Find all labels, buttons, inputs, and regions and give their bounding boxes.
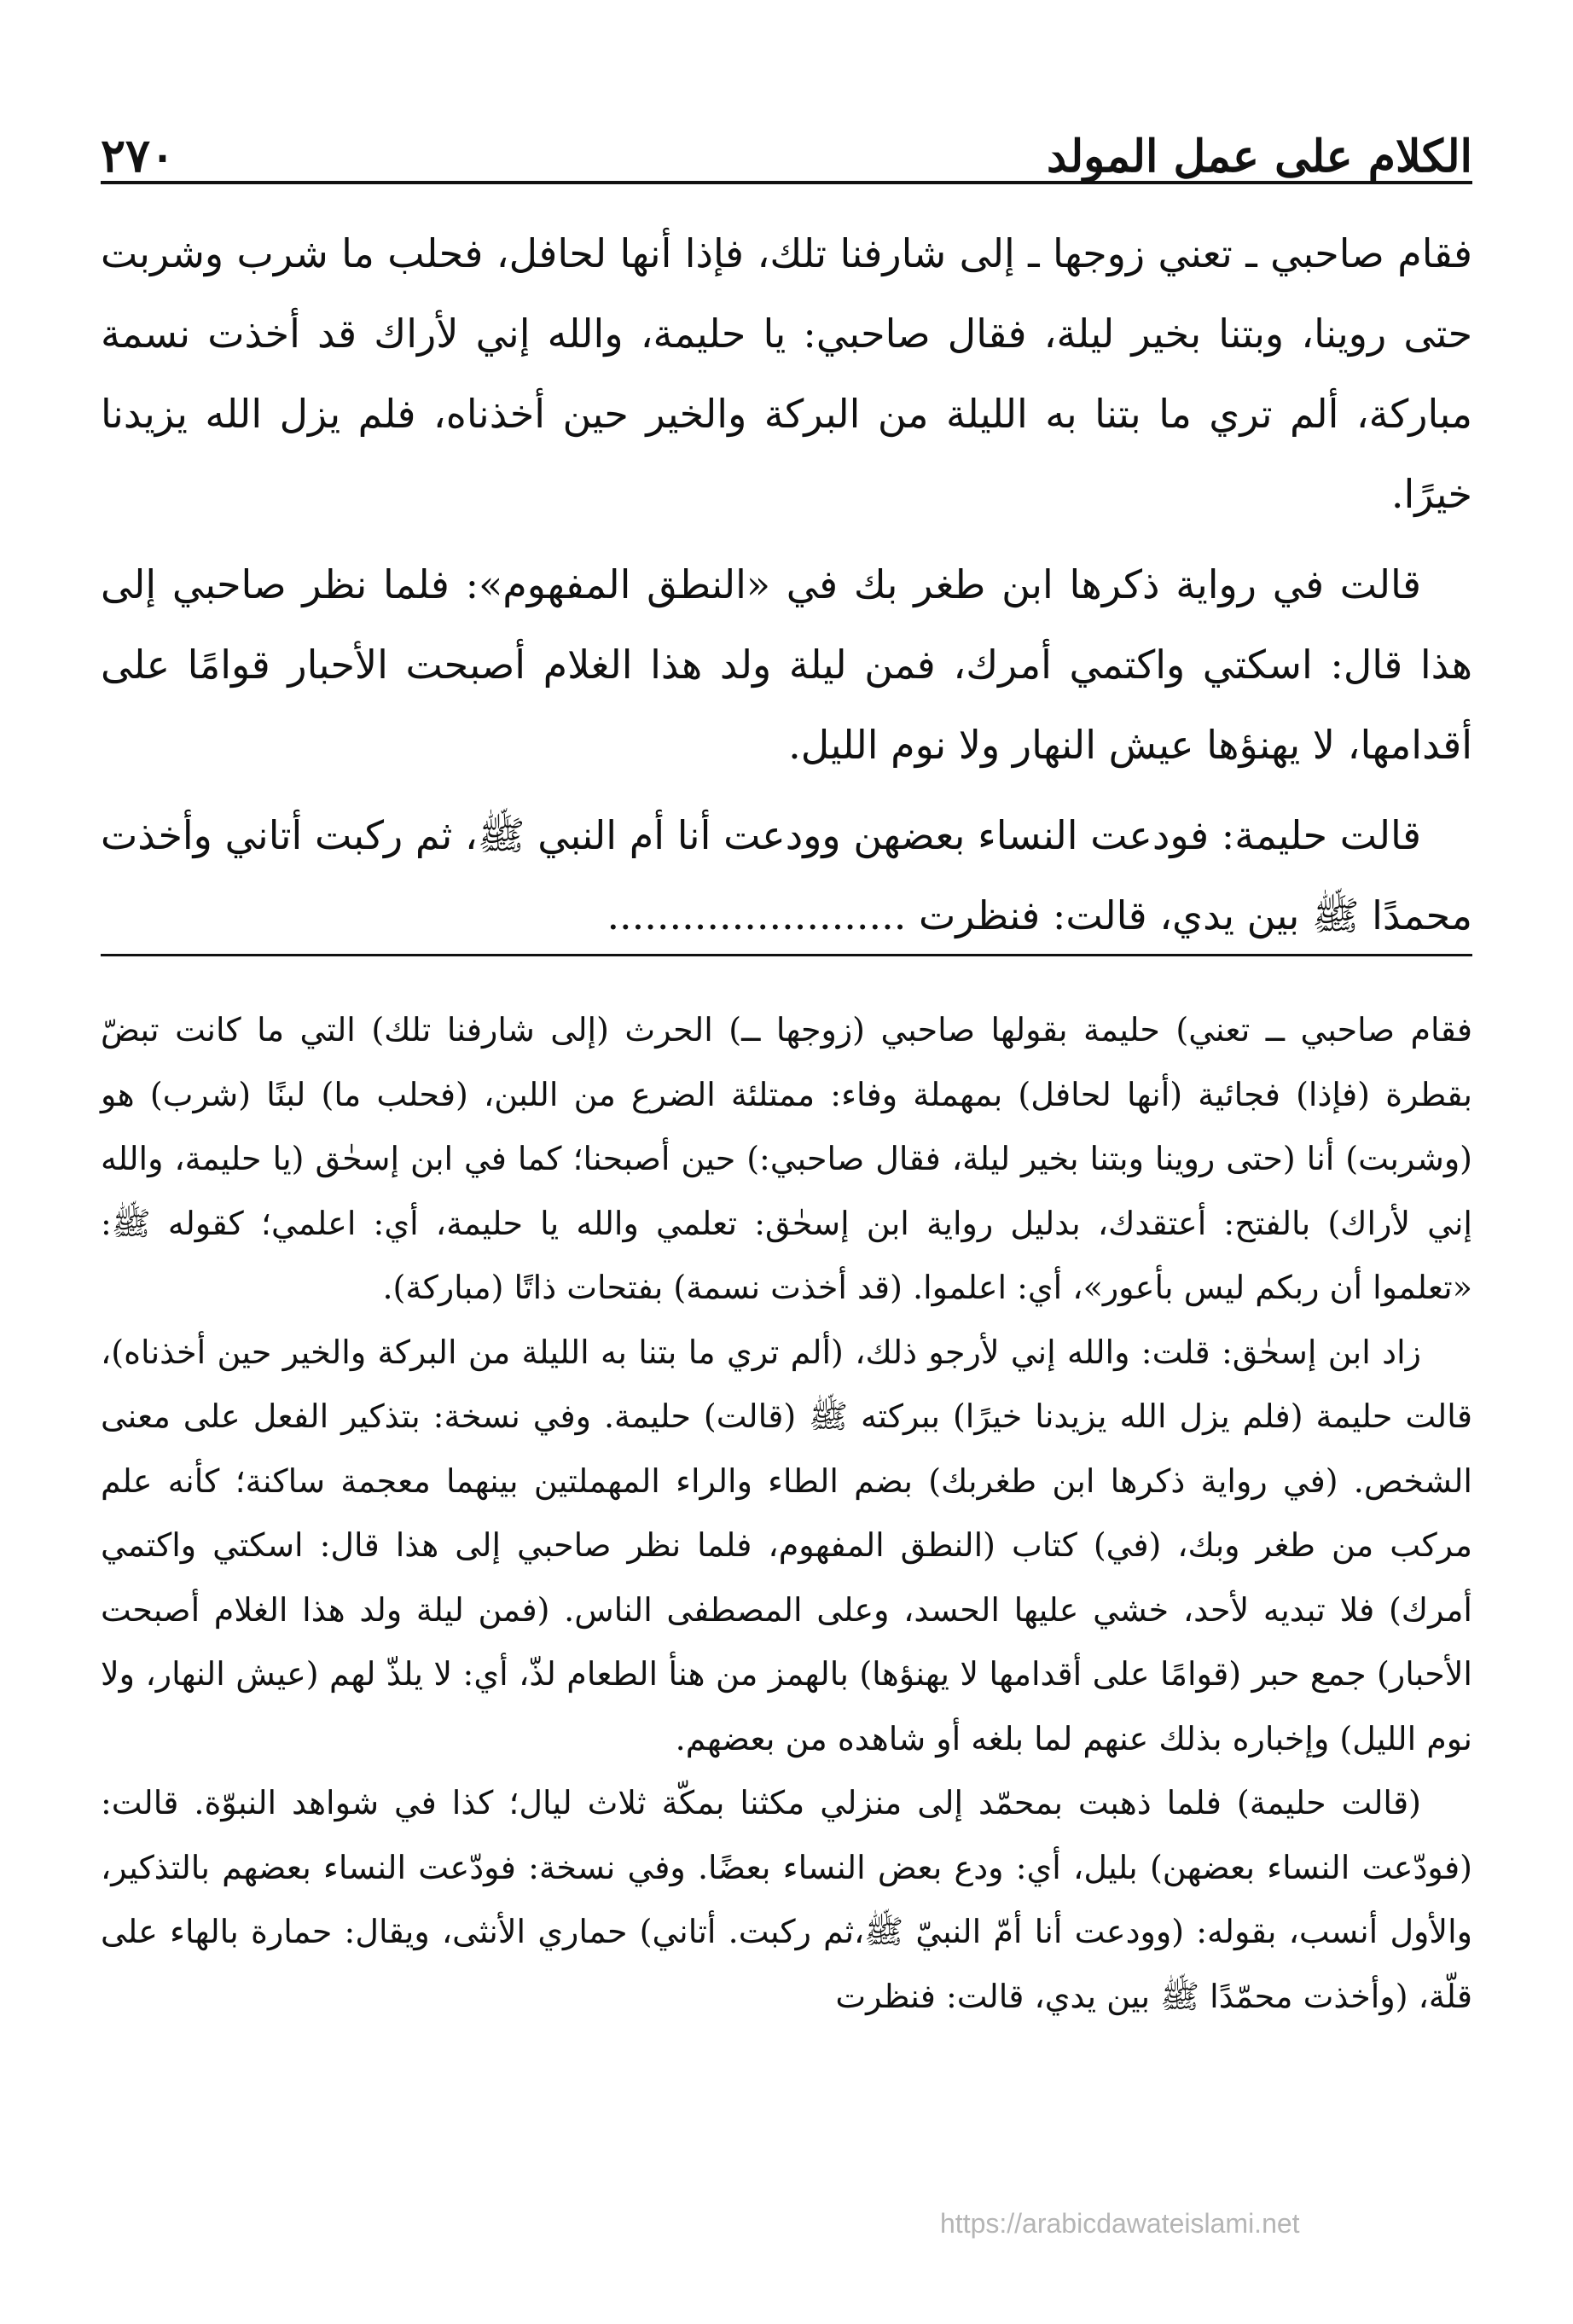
commentary-paragraph: فقام صاحبي ــ تعني) حليمة بقولها صاحبي (زوجها ــ) الحرث (إلى شارفنا تلك) التي ما كانت تبضّ بقطرة (فإذا) فجائية (أنها لحافل) بمهملة وفاء: ممتلئة الضرع من اللبن، (فحلب ما) لبنًا (شرب) هو (وشربت) أنا (حتى روينا وبتنا بخير ليلة، فقال صاحبي:) حين أصبحنا؛ كما في ابن إسحٰق (يا حليمة، والله إني لأراك) بالفتح: أعتقدك، بدليل رواية ابن إسحٰق: تعلمي والله يا حليمة، أي: اعلمي؛ كقوله ﷺ: «تعلموا أن ربكم ليس بأعور»، أي: اعلموا. (قد أخذت نسمة) بفتحات ذاتًا (مباركة).: [101, 1011, 1472, 1306]
commentary-paragraph: (قالت حليمة) فلما ذهبت بمحمّد إلى منزلي مكثنا بمكّة ثلاث ليال؛ كذا في شواهد النبوّة. قالت: (فودّعت النساء بعضهن) بليل، أي: ودع بعض النساء بعضًا. وفي نسخة: فودّعت النساء بعضهم بالتذكير، والأول أنسب، بقوله: (وودعت أنا أمّ النبيّ ﷺ،ثم ركبت. أتاني) حماري الأنثى، ويقال: حمارة بالهاء على قلّة، (وأخذت محمّدًا ﷺ بين يدي، قالت: فنظرت: [101, 1784, 1472, 2015]
main-paragraph: قالت في رواية ذكرها ابن طغر بك في «النطق المفهوم»: فلما نظر صاحبي إلى هذا قال: اسكتي واكتمي أمرك، فمن ليلة ولد هذا الغلام أصبحت الأحبار قوامًا على أقدامها، لا يهنؤها عيش النهار ولا نوم الليل.: [101, 561, 1472, 768]
watermark-url: https://arabicdawateislami.net: [940, 2208, 1300, 2239]
footnote-separator: [101, 954, 1472, 956]
page-header: [101, 104, 1472, 183]
main-paragraph: فقام صاحبي ـ تعني زوجها ـ إلى شارفنا تلك، فإذا أنها لحافل، فحلب ما شرب وشربت حتى روينا، وبتنا بخير ليلة، فقال صاحبي: يا حليمة، والله إني لأراك قد أخذت نسمة مباركة، ألم تري ما بتنا به الليلة من البركة والخير حين أخذناه، فلم يزل الله يزيدنا خيرًا.: [101, 230, 1472, 517]
main-paragraph: قالت حليمة: فودعت النساء بعضهن وودعت أنا أم النبي ﷺ، ثم ركبت أتاني وأخذت محمدًا ﷺ بين يدي، قالت: فنظرت ........................: [101, 812, 1472, 938]
commentary-paragraph: زاد ابن إسحٰق: قلت: والله إني لأرجو ذلك، (ألم تري ما بتنا به الليلة من البركة والخير حين أخذناه)، قالت حليمة (فلم يزل الله يزيدنا خيرًا) ببركته ﷺ (قالت) حليمة. وفي نسخة: بتذكير الفعل على معنى الشخص. (في رواية ذكرها ابن طغربك) بضم الطاء والراء المهملتين بينهما معجمة ساكنة؛ كأنه علم مركب من طغر وبك، (في) كتاب (النطق المفهوم، فلما نظر صاحبي إلى هذا قال: اسكتي واكتمي أمرك) فلا تبديه لأحد، خشي عليها الحسد، وعلى المصطفى الناس. (فمن ليلة ولد هذا الغلام أصبحت الأحبار) جمع حبر (قوامًا على أقدامها لا يهنؤها) بالهمز من هنأ الطعام لذّ، أي: لا يلذّ لهم (عيش النهار، ولا نوم الليل) وإخباره بذلك عنهم لما بلغه أو شاهده من بعضهم.: [101, 1333, 1472, 1758]
header-rule: [101, 181, 1472, 184]
page-number: ٢٧٠: [101, 128, 176, 183]
commentary: [101, 998, 1472, 2029]
main-text: [101, 213, 1472, 966]
running-title: الكلام على عمل المولد: [1047, 131, 1472, 183]
